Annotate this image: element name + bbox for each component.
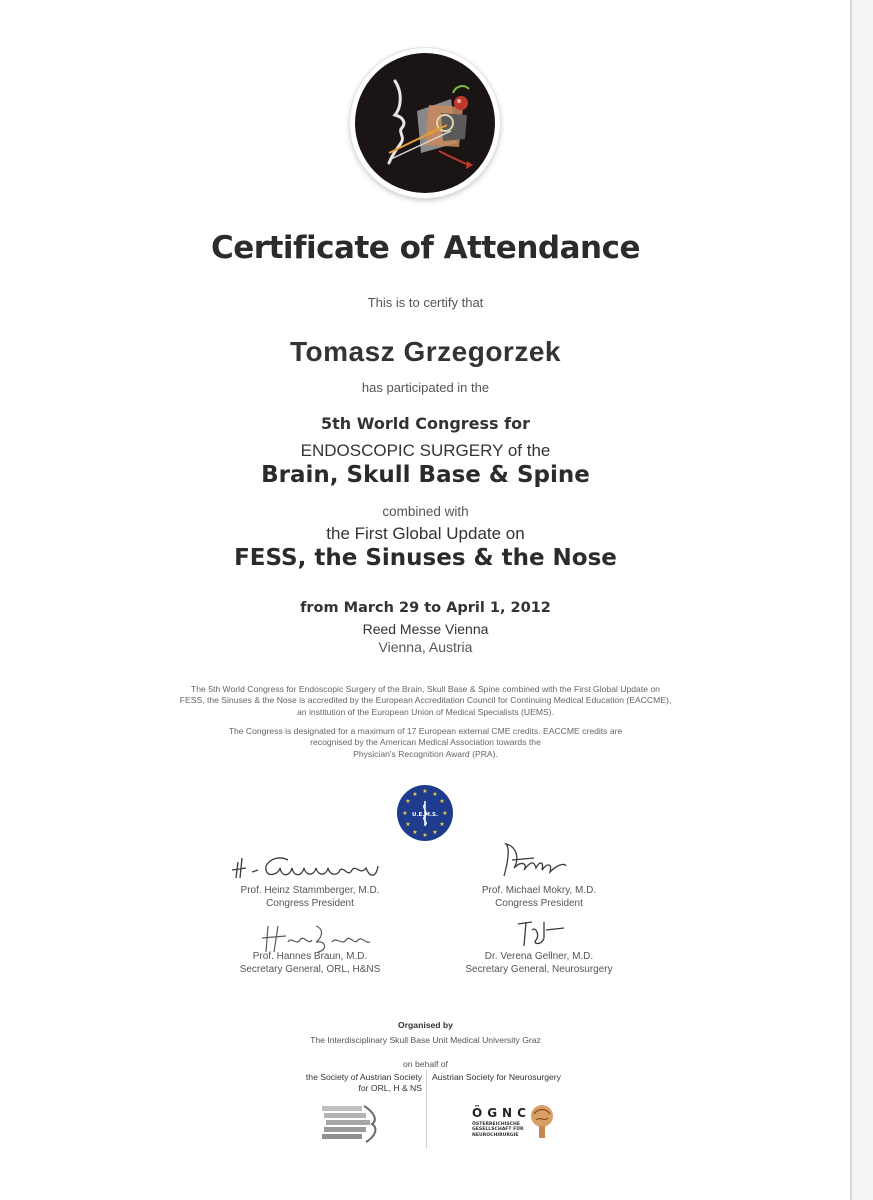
certify-intro: This is to certify that: [367, 295, 484, 310]
event-venue: Reed Messe Vienna: [362, 621, 489, 637]
signature-stammberger: [230, 848, 390, 884]
ognc-sub-line: NEUROCHIRURGIE: [472, 1132, 519, 1138]
signatory-role: Congress President: [495, 898, 583, 909]
accreditation-line: FESS, the Sinuses & the Nose is accredited by the European Accreditation Council for Continuing Medical Education (EACCME),: [179, 695, 672, 706]
accreditation-line: an institution of the European Union of Medical Specialists (UEMS).: [297, 706, 554, 717]
signatory-role: Secretary General, Neurosurgery: [465, 964, 613, 975]
signature-mokry: [494, 838, 574, 882]
ognc-brain-emblem: [528, 1102, 556, 1142]
signatory-name: Prof. Heinz Stammberger, M.D.: [240, 885, 380, 896]
svg-text:★: ★: [405, 798, 411, 805]
combined-with: combined with: [382, 504, 469, 519]
svg-text:★: ★: [442, 810, 448, 817]
signatory-mokry: [429, 884, 649, 910]
congress-logo: [350, 48, 500, 198]
svg-text:★: ★: [439, 821, 445, 828]
recipient-name: Tomasz Grzegorzek: [290, 336, 561, 367]
signatory-gellner: [429, 950, 649, 976]
accreditation-paragraph-2: [0, 726, 851, 760]
orl-society-logo: [318, 1102, 390, 1146]
svg-text:★: ★: [412, 829, 418, 836]
accreditation-line: The 5th World Congress for Endoscopic Surgery of the Brain, Skull Base & Spine combined with the First Global Update on: [191, 684, 660, 694]
society-orl-line-1: the Society of Austrian Society: [305, 1072, 422, 1082]
event-dates: from March 29 to April 1, 2012: [300, 600, 551, 616]
society-orl: [252, 1072, 422, 1094]
event-line-3: Brain, Skull Base & Spine: [261, 462, 590, 488]
accreditation-paragraph-1: [0, 684, 851, 718]
accreditation-line: The Congress is designated for a maximum of 17 European external CME credits. EACCME credits are: [228, 726, 623, 736]
signatory-name: Prof. Michael Mokry, M.D.: [481, 885, 597, 896]
signatory-stammberger: [200, 884, 420, 910]
signatory-braun: [200, 950, 420, 976]
society-neurosurgery: Austrian Society for Neurosurgery: [432, 1072, 561, 1082]
signatory-role: Congress President: [266, 898, 354, 909]
society-orl-line-2: for ORL, H & NS: [358, 1083, 422, 1093]
signature-gellner: [512, 916, 572, 952]
signatory-name: Prof. Hannes Braun, M.D.: [252, 951, 368, 962]
event-line-2: ENDOSCOPIC SURGERY of the: [300, 441, 551, 460]
uems-label: U.E.M.S.: [411, 812, 439, 818]
participated-text: has participated in the: [361, 380, 490, 395]
svg-text:★: ★: [402, 810, 408, 817]
uems-emblem: [396, 784, 454, 842]
ognc-sub-line: GESELLSCHAFT FÜR: [472, 1127, 524, 1133]
on-behalf-of: on behalf of: [403, 1059, 448, 1069]
svg-text:★: ★: [422, 788, 428, 795]
ognc-logo: [472, 1102, 562, 1146]
event-line-4: the First Global Update on: [326, 524, 525, 543]
certificate-title: Certificate of Attendance: [211, 230, 640, 266]
svg-text:★: ★: [412, 791, 418, 798]
event-line-5: FESS, the Sinuses & the Nose: [234, 545, 617, 571]
svg-text:★: ★: [432, 829, 438, 836]
ognc-letters: ÖGNC: [472, 1106, 531, 1120]
signatory-role: Secretary General, ORL, H&NS: [239, 964, 381, 975]
accreditation-line: recognised by the American Medical Association towards the: [310, 737, 541, 748]
ognc-sub-line: ÖSTERREICHISCHE: [472, 1122, 520, 1127]
organiser-heading: Organised by: [398, 1020, 453, 1030]
organiser-divider: [426, 1070, 427, 1148]
accreditation-line: Physician's Recognition Award (PRA).: [353, 748, 498, 759]
event-city: Vienna, Austria: [378, 639, 473, 655]
event-line-1: 5th World Congress for: [321, 414, 530, 433]
svg-text:★: ★: [432, 791, 438, 798]
svg-text:★: ★: [439, 798, 445, 805]
svg-text:★: ★: [405, 821, 411, 828]
organiser-body: The Interdisciplinary Skull Base Unit Medical University Graz: [310, 1035, 541, 1045]
scanner-page-edge: [851, 0, 873, 1200]
ognc-subtitle: [472, 1122, 524, 1138]
signatory-name: Dr. Verena Gellner, M.D.: [484, 951, 594, 962]
svg-text:★: ★: [422, 832, 428, 839]
